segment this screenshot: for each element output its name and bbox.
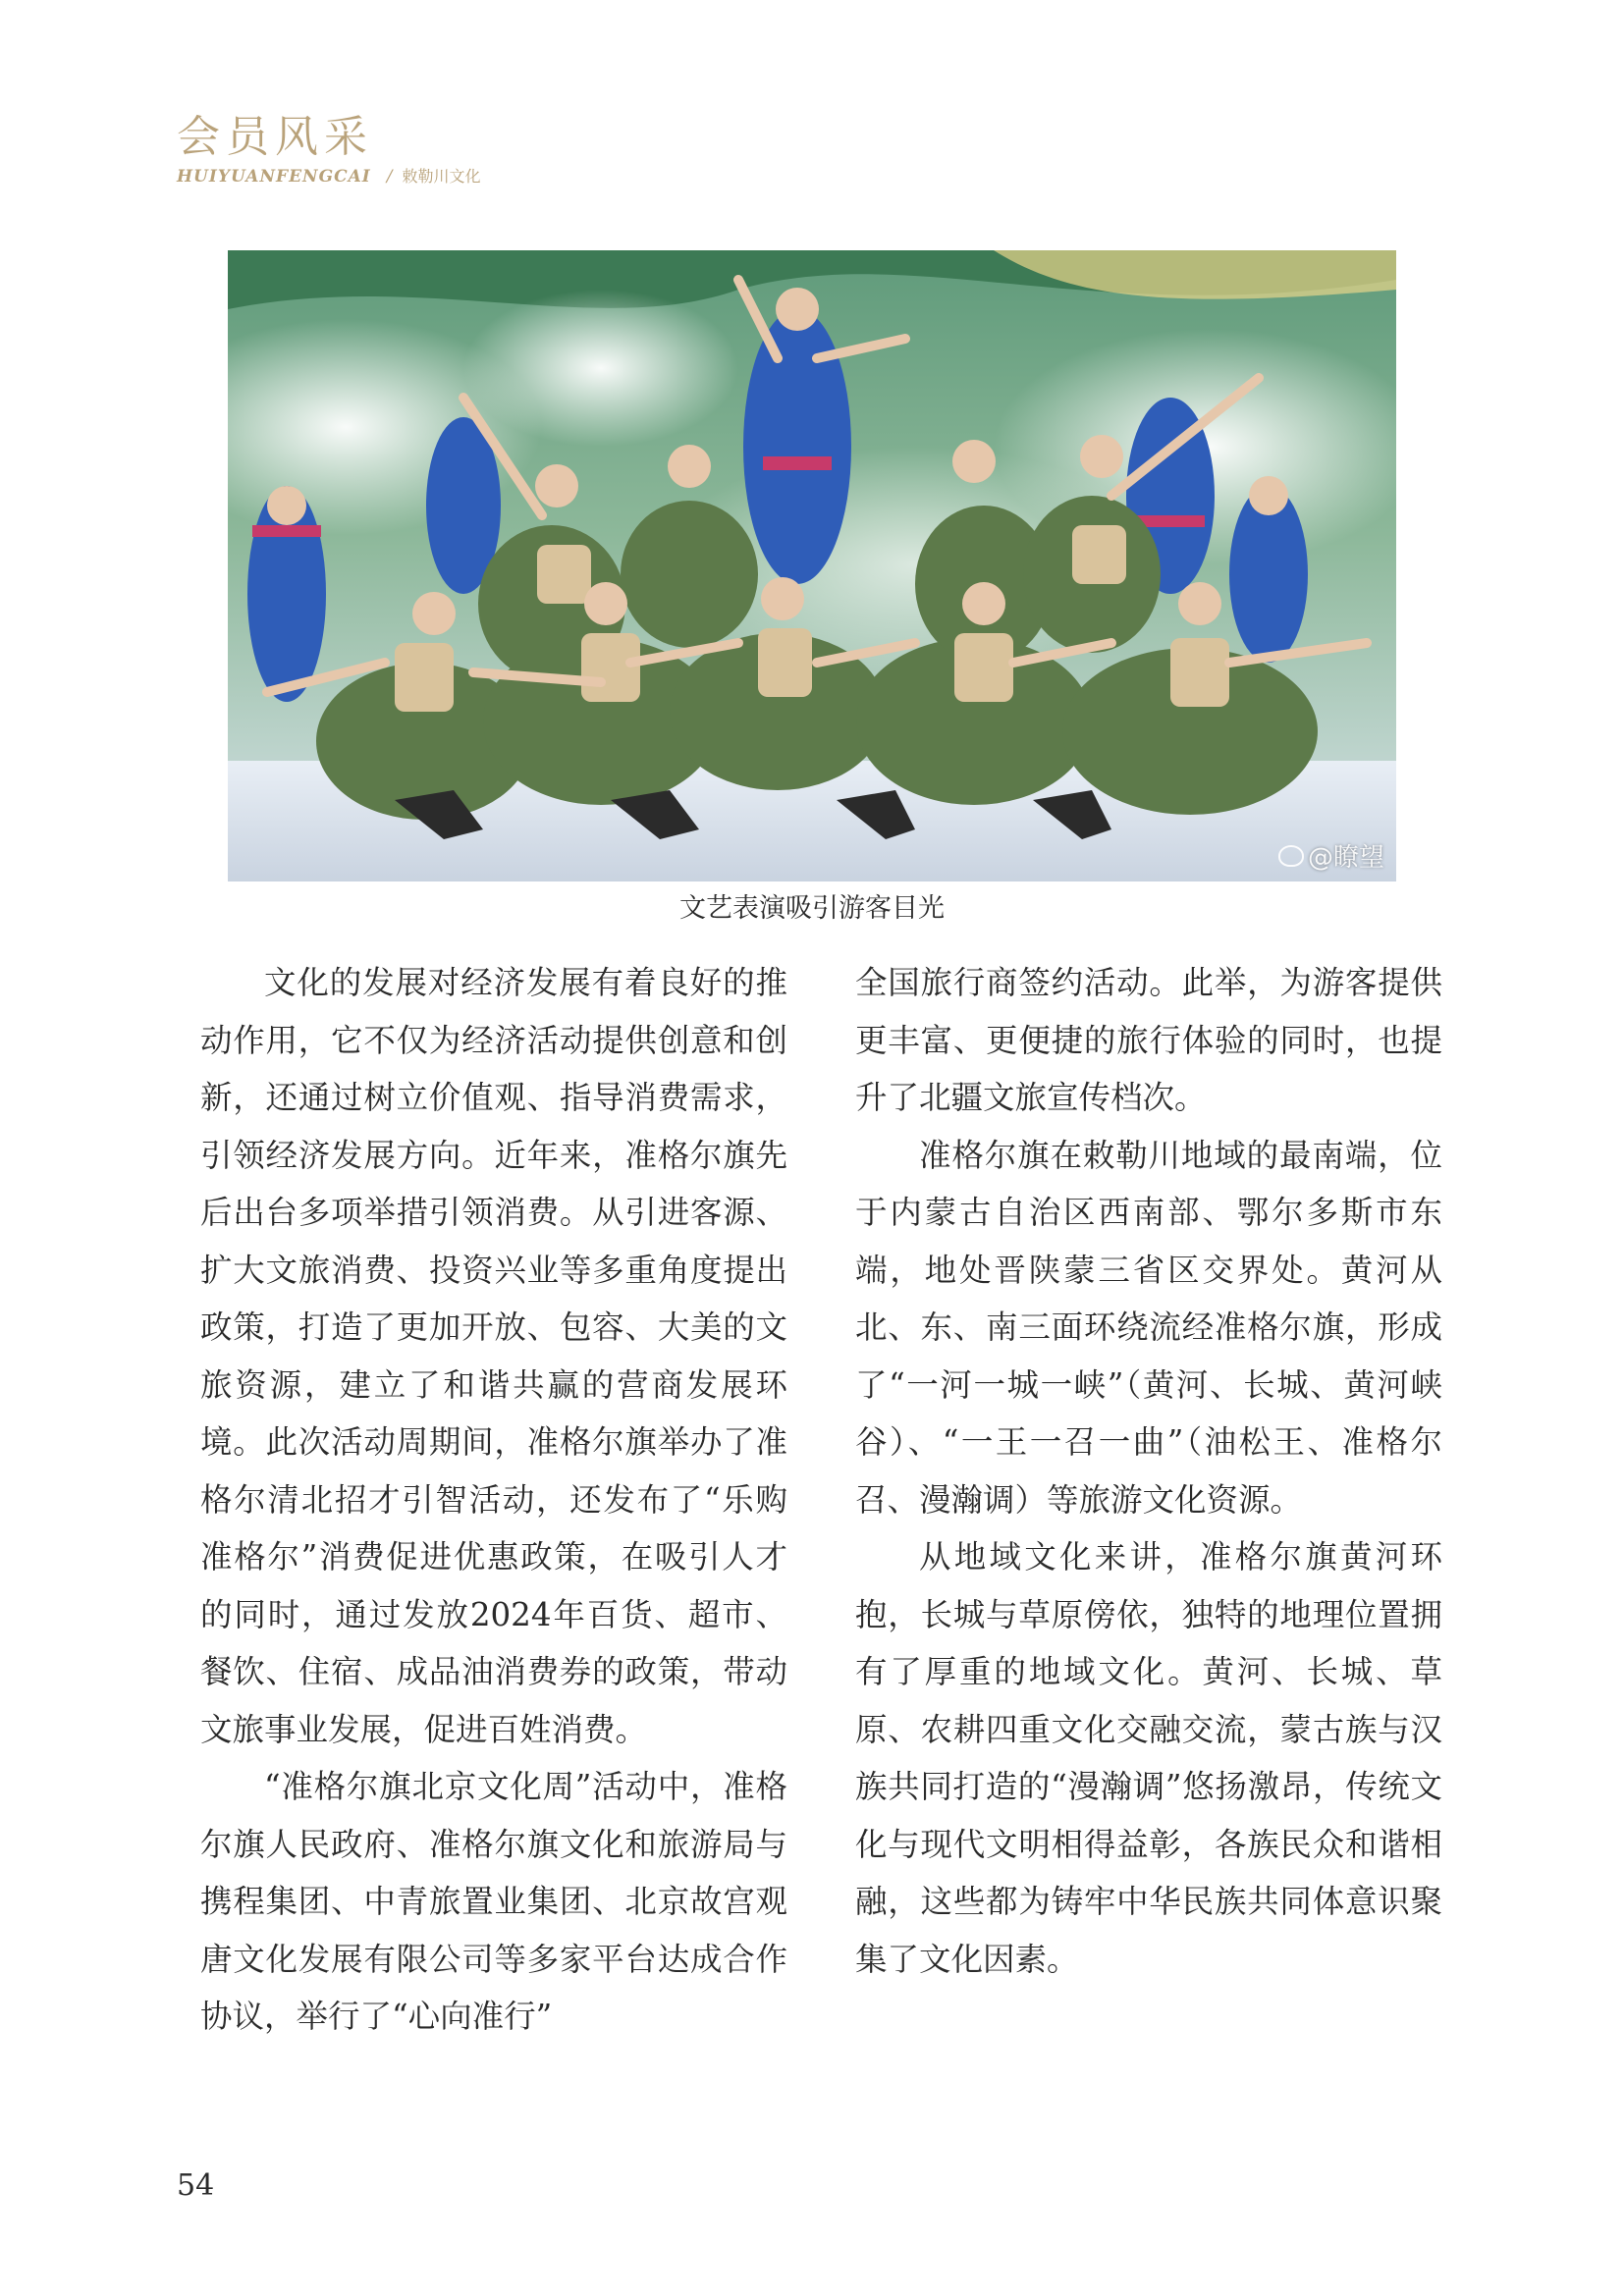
section-subtitle-en: HUIYUANFENGCAI <box>177 167 371 187</box>
section-category: 敕勒川文化 <box>402 167 481 186</box>
watermark-text: @瞭望 <box>1307 843 1384 873</box>
slash-divider: / <box>386 167 393 187</box>
performance-photo <box>228 250 1396 881</box>
weibo-icon <box>1278 845 1304 867</box>
article-paragraph: “准格尔旗北京文化周”活动中，准格尔旗人民政府、准格尔旗文化和旅游局与携程集团、中青旅置业集团、北京故宫观唐文化发展有限公司等多家平台达成合作协议，举行了“心向准行” <box>200 1768 787 2035</box>
section-subtitle <box>177 169 481 186</box>
article-paragraph: 准格尔旗在敕勒川地域的最南端，位于内蒙古自治区西南部、鄂尔多斯市东端，地处晋陕蒙三省区交界处。黄河从北、东、南三面环绕流经准格尔旗，形成了“一河一城一峡”（黄河、长城、黄河峡谷）、“一王一召一曲”（油松王、准格尔召、漫瀚调）等旅游文化资源。 <box>855 1136 1442 1519</box>
section-title: 会员风采 <box>177 112 373 162</box>
article-paragraph: 从地域文化来讲，准格尔旗黄河环抱，长城与草原傍依，独特的地理位置拥有了厚重的地域文化。黄河、长城、草原、农耕四重文化交融交流，蒙古族与汉族共同打造的“漫瀚调”悠扬激昂，传统文化与现代文明相得益彰，各族民众和谐相融，这些都为铸牢中华民族共同体意识聚集了文化因素。 <box>855 1538 1442 1978</box>
photo-caption: 文艺表演吸引游客目光 <box>679 893 945 924</box>
article-left-column <box>200 954 787 2046</box>
page-number: 54 <box>177 2168 215 2203</box>
article-paragraph: 文化的发展对经济发展有着良好的推动作用，它不仅为经济活动提供创意和创新，还通过树立价值观、指导消费需求，引领经济发展方向。近年来，准格尔旗先后出台多项举措引领消费。从引进客源、扩大文旅消费、投资兴业等多重角度提出政策，打造了更加开放、包容、大美的文旅资源，建立了和谐共赢的营商发展环境。此次活动周期间，准格尔旗举办了准格尔清北招才引智活动，还发布了“乐购准格尔”消费促进优惠政策，在吸引人才的同时，通过发放2024年百货、超市、餐饮、住宿、成品油消费券的政策，带动文旅事业发展，促进百姓消费。 <box>200 964 787 1748</box>
article-paragraph-continued: 全国旅行商签约活动。此举，为游客提供更丰富、更便捷的旅行体验的同时，也提升了北疆文旅宣传档次。 <box>855 964 1442 1116</box>
stage-dance-photo <box>228 250 1396 881</box>
photo-watermark <box>1278 837 1384 874</box>
article-right-column <box>855 954 1442 1988</box>
